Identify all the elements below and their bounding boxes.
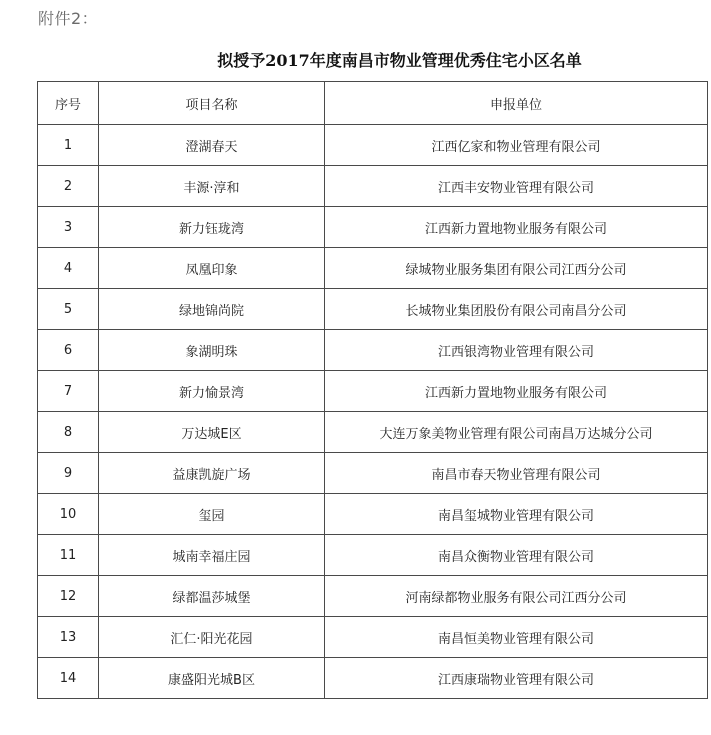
header-project-name: 项目名称	[99, 82, 325, 125]
serial-number-cell: 13	[38, 617, 99, 658]
applicant-unit-cell: 南昌众衡物业管理有限公司	[325, 535, 708, 576]
applicant-unit-cell: 江西康瑞物业管理有限公司	[325, 658, 708, 699]
serial-number-cell: 6	[38, 330, 99, 371]
project-name-cell: 绿地锦尚院	[99, 289, 325, 330]
applicant-unit-cell: 南昌恒美物业管理有限公司	[325, 617, 708, 658]
table-row	[38, 330, 708, 371]
applicant-unit-cell: 南昌市春天物业管理有限公司	[325, 453, 708, 494]
attachment-label: 附件2：	[38, 9, 99, 28]
project-name-cell: 丰源·淳和	[99, 166, 325, 207]
applicant-unit-cell: 江西新力置地物业服务有限公司	[325, 207, 708, 248]
serial-number-cell: 5	[38, 289, 99, 330]
table-row	[38, 207, 708, 248]
applicant-unit-cell: 大连万象美物业管理有限公司南昌万达城分公司	[325, 412, 708, 453]
table-row	[38, 371, 708, 412]
project-name-cell: 益康凯旋广场	[99, 453, 325, 494]
table-row	[38, 289, 708, 330]
table-row	[38, 125, 708, 166]
project-name-cell: 象湖明珠	[99, 330, 325, 371]
serial-number-cell: 9	[38, 453, 99, 494]
table-header-row	[38, 82, 708, 125]
project-name-cell: 新力愉景湾	[99, 371, 325, 412]
applicant-unit-cell: 江西银湾物业管理有限公司	[325, 330, 708, 371]
table-row	[38, 412, 708, 453]
header-serial-number: 序号	[38, 82, 99, 125]
serial-number-cell: 1	[38, 125, 99, 166]
project-name-cell: 新力钰珑湾	[99, 207, 325, 248]
serial-number-cell: 11	[38, 535, 99, 576]
applicant-unit-cell: 河南绿都物业服务有限公司江西分公司	[325, 576, 708, 617]
applicant-unit-cell: 江西亿家和物业管理有限公司	[325, 125, 708, 166]
table-row	[38, 535, 708, 576]
project-name-cell: 康盛阳光城B区	[99, 658, 325, 699]
document-title: 拟授予2017年度南昌市物业管理优秀住宅小区名单	[217, 51, 582, 70]
serial-number-cell: 14	[38, 658, 99, 699]
project-name-cell: 汇仁·阳光花园	[99, 617, 325, 658]
serial-number-cell: 4	[38, 248, 99, 289]
project-name-cell: 城南幸福庄园	[99, 535, 325, 576]
serial-number-cell: 7	[38, 371, 99, 412]
table-row	[38, 453, 708, 494]
project-name-cell: 万达城E区	[99, 412, 325, 453]
applicant-unit-cell: 江西丰安物业管理有限公司	[325, 166, 708, 207]
project-name-cell: 凤凰印象	[99, 248, 325, 289]
serial-number-cell: 10	[38, 494, 99, 535]
table-row	[38, 576, 708, 617]
header-applicant-unit: 申报单位	[325, 82, 708, 125]
table-row	[38, 166, 708, 207]
serial-number-cell: 12	[38, 576, 99, 617]
project-name-cell: 澄湖春天	[99, 125, 325, 166]
serial-number-cell: 2	[38, 166, 99, 207]
project-name-cell: 绿都温莎城堡	[99, 576, 325, 617]
award-list-table	[37, 81, 708, 699]
table-row	[38, 248, 708, 289]
project-name-cell: 玺园	[99, 494, 325, 535]
table-row	[38, 617, 708, 658]
table-row	[38, 658, 708, 699]
applicant-unit-cell: 绿城物业服务集团有限公司江西分公司	[325, 248, 708, 289]
applicant-unit-cell: 长城物业集团股份有限公司南昌分公司	[325, 289, 708, 330]
applicant-unit-cell: 江西新力置地物业服务有限公司	[325, 371, 708, 412]
applicant-unit-cell: 南昌玺城物业管理有限公司	[325, 494, 708, 535]
table-row	[38, 494, 708, 535]
serial-number-cell: 3	[38, 207, 99, 248]
serial-number-cell: 8	[38, 412, 99, 453]
